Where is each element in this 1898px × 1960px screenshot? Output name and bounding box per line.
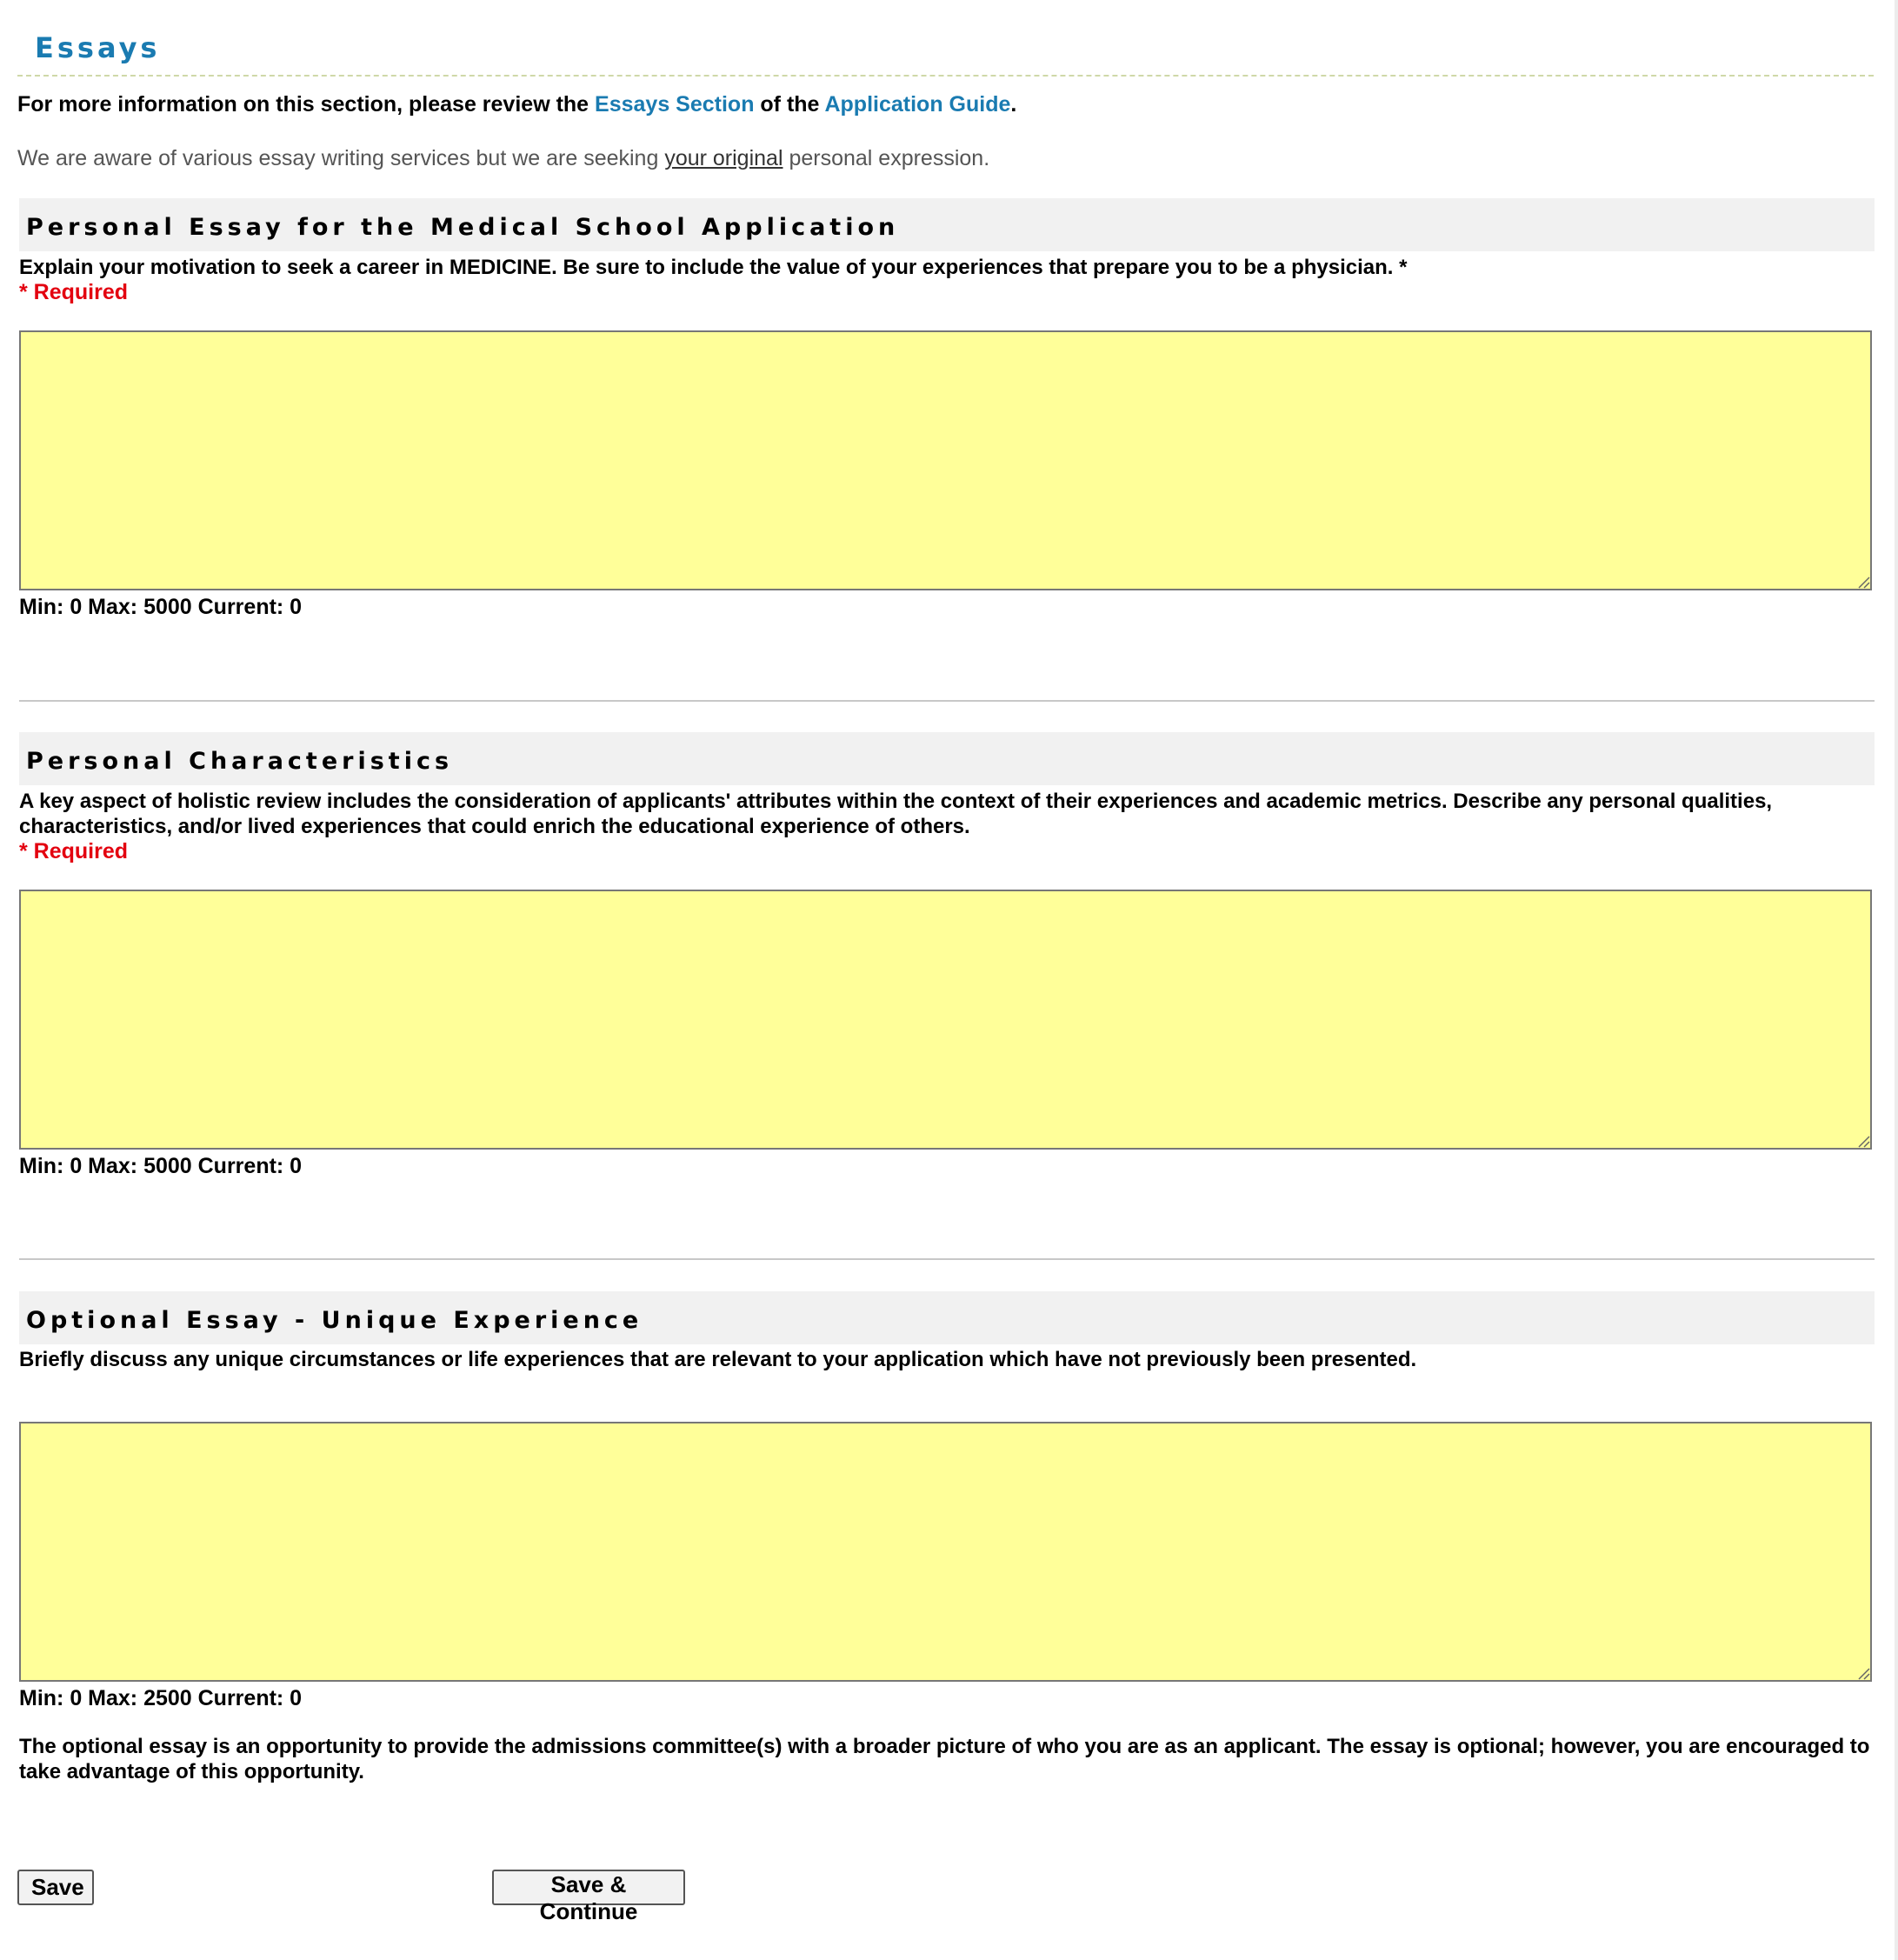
originality-prefix: We are aware of various essay writing services but we are seeking — [17, 146, 665, 170]
section-title: Optional Essay - Unique Experience — [26, 1307, 643, 1334]
originality-notice — [17, 146, 989, 171]
originality-suffix: personal expression. — [783, 146, 990, 170]
scrollbar-edge — [1895, 0, 1898, 1960]
section-header-personal-characteristics — [19, 732, 1875, 785]
character-counter: Min: 0 Max: 2500 Current: 0 — [19, 1686, 303, 1710]
character-counter: Min: 0 Max: 5000 Current: 0 — [19, 595, 303, 619]
application-guide-link[interactable]: Application Guide — [824, 92, 1011, 117]
optional-essay-note: The optional essay is an opportunity to provide the admissions committee(s) with a broader picture of who you are as an applicant. The essay is optional; however, you are encouraged to take advantage of this opportunity. — [19, 1735, 1870, 1783]
section-title: Personal Essay for the Medical School Application — [26, 214, 900, 241]
info-line — [17, 92, 1016, 117]
save-button[interactable]: Save — [17, 1870, 94, 1905]
page-title: Essays — [35, 31, 161, 64]
save-continue-button[interactable]: Save & Continue — [492, 1870, 685, 1905]
info-middle: of the — [754, 92, 825, 117]
resize-grip-icon[interactable] — [1856, 1666, 1870, 1680]
originality-emphasis: your original — [664, 146, 783, 170]
resize-grip-icon[interactable] — [1856, 1134, 1870, 1148]
essay-prompt: Briefly discuss any unique circumstances or life experiences that are relevant to your application which have not previously been presented. — [19, 1348, 1417, 1371]
optional-essay-textarea[interactable] — [19, 1422, 1872, 1682]
section-divider — [19, 1258, 1875, 1260]
required-indicator: * Required — [19, 839, 129, 863]
personal-characteristics-textarea[interactable] — [19, 890, 1872, 1150]
section-title: Personal Characteristics — [26, 748, 454, 775]
essays-section-link[interactable]: Essays Section — [595, 92, 755, 117]
info-prefix: For more information on this section, please review the — [17, 92, 596, 117]
essay-prompt: Explain your motivation to seek a career in MEDICINE. Be sure to include the value of your experiences that prepare you to be a physician. * — [19, 256, 1408, 279]
personal-essay-textarea[interactable] — [19, 330, 1872, 590]
character-counter: Min: 0 Max: 5000 Current: 0 — [19, 1154, 303, 1178]
essay-prompt: A key aspect of holistic review includes the consideration of applicants' attributes within the context of their experiences and academic metrics. Describe any personal qualities, characteristics, and/or lived experiences that could enrich the educational experience of others. — [19, 790, 1773, 838]
section-header-optional-essay — [19, 1291, 1875, 1344]
resize-grip-icon[interactable] — [1856, 575, 1870, 589]
title-divider — [17, 75, 1874, 77]
required-indicator: * Required — [19, 280, 129, 304]
section-header-personal-essay — [19, 198, 1875, 251]
section-divider — [19, 700, 1875, 702]
info-suffix: . — [1010, 92, 1017, 117]
